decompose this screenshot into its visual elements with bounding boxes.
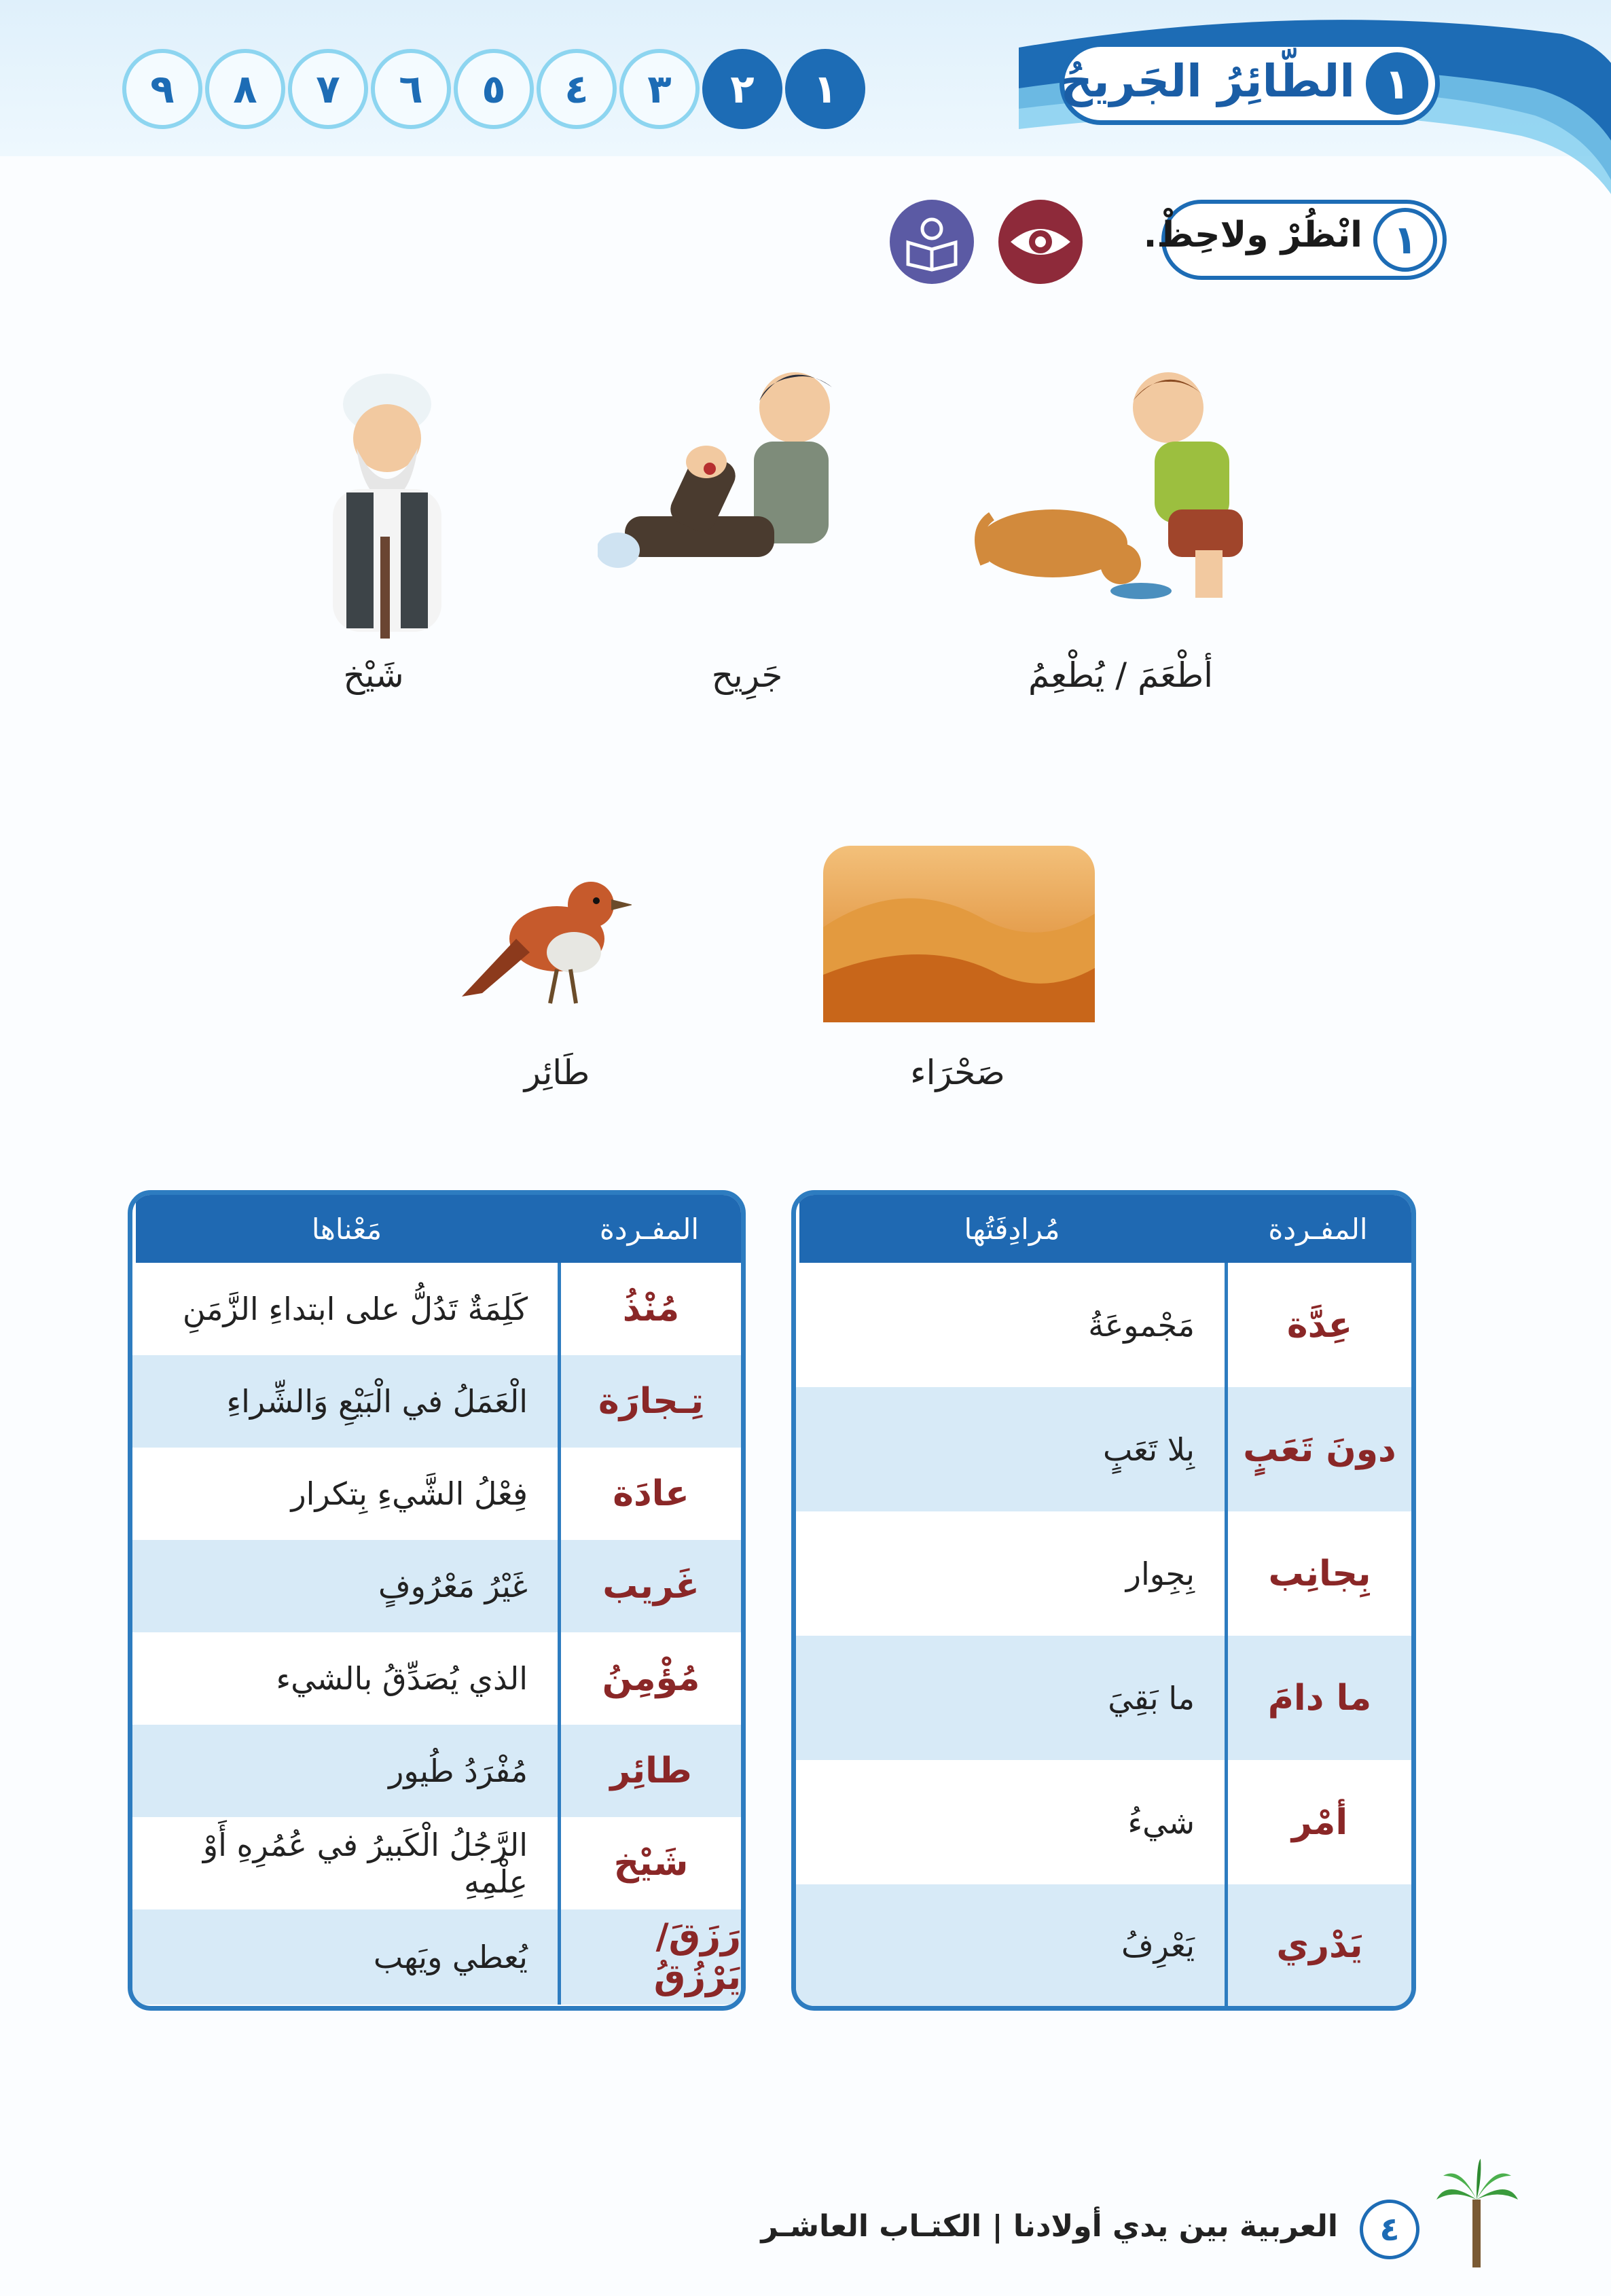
table-row: [132, 1817, 741, 1909]
word-cell: عادَة: [558, 1448, 741, 1540]
word-cell: دونَ تَعَبٍ: [1225, 1387, 1411, 1511]
caption-fed: أطْعَمَ / يُطْعِمُ: [1028, 656, 1214, 695]
header-meaning: مَعْناها: [132, 1195, 558, 1263]
word-cell: غَريب: [558, 1540, 741, 1632]
desert-illustration: [823, 846, 1095, 1022]
meaning-cell: غَيْرُ مَعْرُوفٍ: [378, 1568, 528, 1604]
section-number: ١: [1373, 208, 1437, 272]
table-row: [796, 1387, 1411, 1511]
table-row: [132, 1448, 741, 1540]
table-header: [132, 1195, 741, 1263]
word-cell: مُؤْمِنُ: [558, 1632, 741, 1725]
meaning-cell: يُعطي ويَهب: [373, 1939, 528, 1975]
unit-number-row: [122, 49, 865, 129]
footer: [761, 2193, 1521, 2267]
synonym-cell: بِجِوار: [1125, 1555, 1195, 1592]
injured-boy-illustration: [598, 360, 869, 605]
bird-illustration: [455, 857, 632, 1020]
lesson-number: ١: [1366, 52, 1428, 115]
synonyms-table: [791, 1190, 1416, 2011]
header-word: المفـردة: [1268, 1212, 1368, 1246]
header-synonym: مُرادِفَتُها: [796, 1195, 1225, 1263]
book-title: العربية بين يدي أولادنا | الكتـاب العاشـر: [761, 2209, 1338, 2244]
word-cell: طائِر: [558, 1725, 741, 1817]
unit-bubble[interactable]: ٣: [619, 49, 700, 129]
meaning-cell: الذي يُصَدِّقُ بالشيء: [276, 1660, 528, 1697]
word-cell: شَيْخ: [558, 1817, 741, 1909]
table-row: [132, 1725, 741, 1817]
table-row: [796, 1884, 1411, 2006]
synonym-cell: ما بَقِيَ: [1108, 1679, 1195, 1717]
word-cell: رَزَقَ/ يَرْزُقُ: [558, 1909, 741, 2005]
lesson-title: الطّائِرُ الجَريحُ: [1060, 55, 1355, 107]
table-row: [132, 1355, 741, 1448]
unit-bubble[interactable]: ٢: [702, 49, 782, 129]
word-cell: يَدْري: [1225, 1884, 1411, 2006]
meanings-table: [128, 1190, 746, 2011]
unit-bubble[interactable]: ٩: [122, 49, 202, 129]
eye-icon: [998, 200, 1083, 284]
caption-injured: جَرِيح: [711, 656, 783, 695]
table-row: [132, 1540, 741, 1632]
word-cell: ما دامَ: [1225, 1636, 1411, 1760]
synonym-cell: شيءُ: [1127, 1804, 1195, 1841]
word-cell: تِـجارَة: [558, 1355, 741, 1448]
meaning-cell: فِعْلُ الشَّيءِ بِتكرار: [291, 1475, 528, 1512]
palm-tree-icon: [1433, 2159, 1521, 2267]
table-header: [796, 1195, 1411, 1263]
table-row: [796, 1263, 1411, 1387]
meaning-cell: كَلِمَةٌ تَدُلُّ على ابتداءِ الزَّمَنِ: [182, 1291, 528, 1327]
word-cell: أمْر: [1225, 1760, 1411, 1884]
table-row: [796, 1760, 1411, 1884]
section-header: [890, 197, 1447, 285]
unit-bubble[interactable]: ٧: [288, 49, 368, 129]
table-row: [132, 1909, 741, 2005]
caption-old-man: شَيْخ: [343, 656, 404, 695]
unit-bubble[interactable]: ٨: [205, 49, 285, 129]
table-row: [796, 1511, 1411, 1636]
old-man-illustration: [285, 367, 489, 639]
meaning-cell: الرَّجُلُ الْكَبيرُ في عُمُرِهِ أَوْ عِلْمِهِ: [202, 1827, 528, 1900]
reading-icon: [890, 200, 974, 284]
caption-bird: طَائِر: [524, 1053, 590, 1092]
synonym-cell: يَعْرِفُ: [1121, 1926, 1195, 1964]
synonym-cell: مَجْموعَةُ: [1088, 1306, 1195, 1344]
lesson-title-pill: [1060, 42, 1440, 125]
section-title: انْظُرْ ولاحِظْ.: [1143, 215, 1362, 255]
unit-bubble[interactable]: ٤: [537, 49, 617, 129]
boy-feeding-cat-illustration: [971, 360, 1243, 605]
unit-bubble[interactable]: ٦: [371, 49, 451, 129]
section-title-pill: [1143, 200, 1447, 280]
meaning-cell: مُفْرَدُ طُيور: [388, 1753, 528, 1789]
table-row: [132, 1263, 741, 1355]
unit-bubble[interactable]: ١: [785, 49, 865, 129]
header-word: المفـردة: [599, 1212, 700, 1246]
unit-bubble[interactable]: ٥: [454, 49, 534, 129]
caption-desert: صَحْرَاء: [910, 1053, 1005, 1092]
synonym-cell: بِلا تَعَبٍ: [1102, 1431, 1195, 1468]
table-row: [796, 1636, 1411, 1760]
word-cell: عِدَّة: [1225, 1263, 1411, 1387]
word-cell: مُنْذُ: [558, 1263, 741, 1355]
meaning-cell: الْعَمَلُ في الْبَيْعِ وَالشِّراءِ: [226, 1383, 528, 1420]
table-row: [132, 1632, 741, 1725]
page-number: ٤: [1360, 2200, 1419, 2259]
word-cell: بِجانِب: [1225, 1511, 1411, 1636]
